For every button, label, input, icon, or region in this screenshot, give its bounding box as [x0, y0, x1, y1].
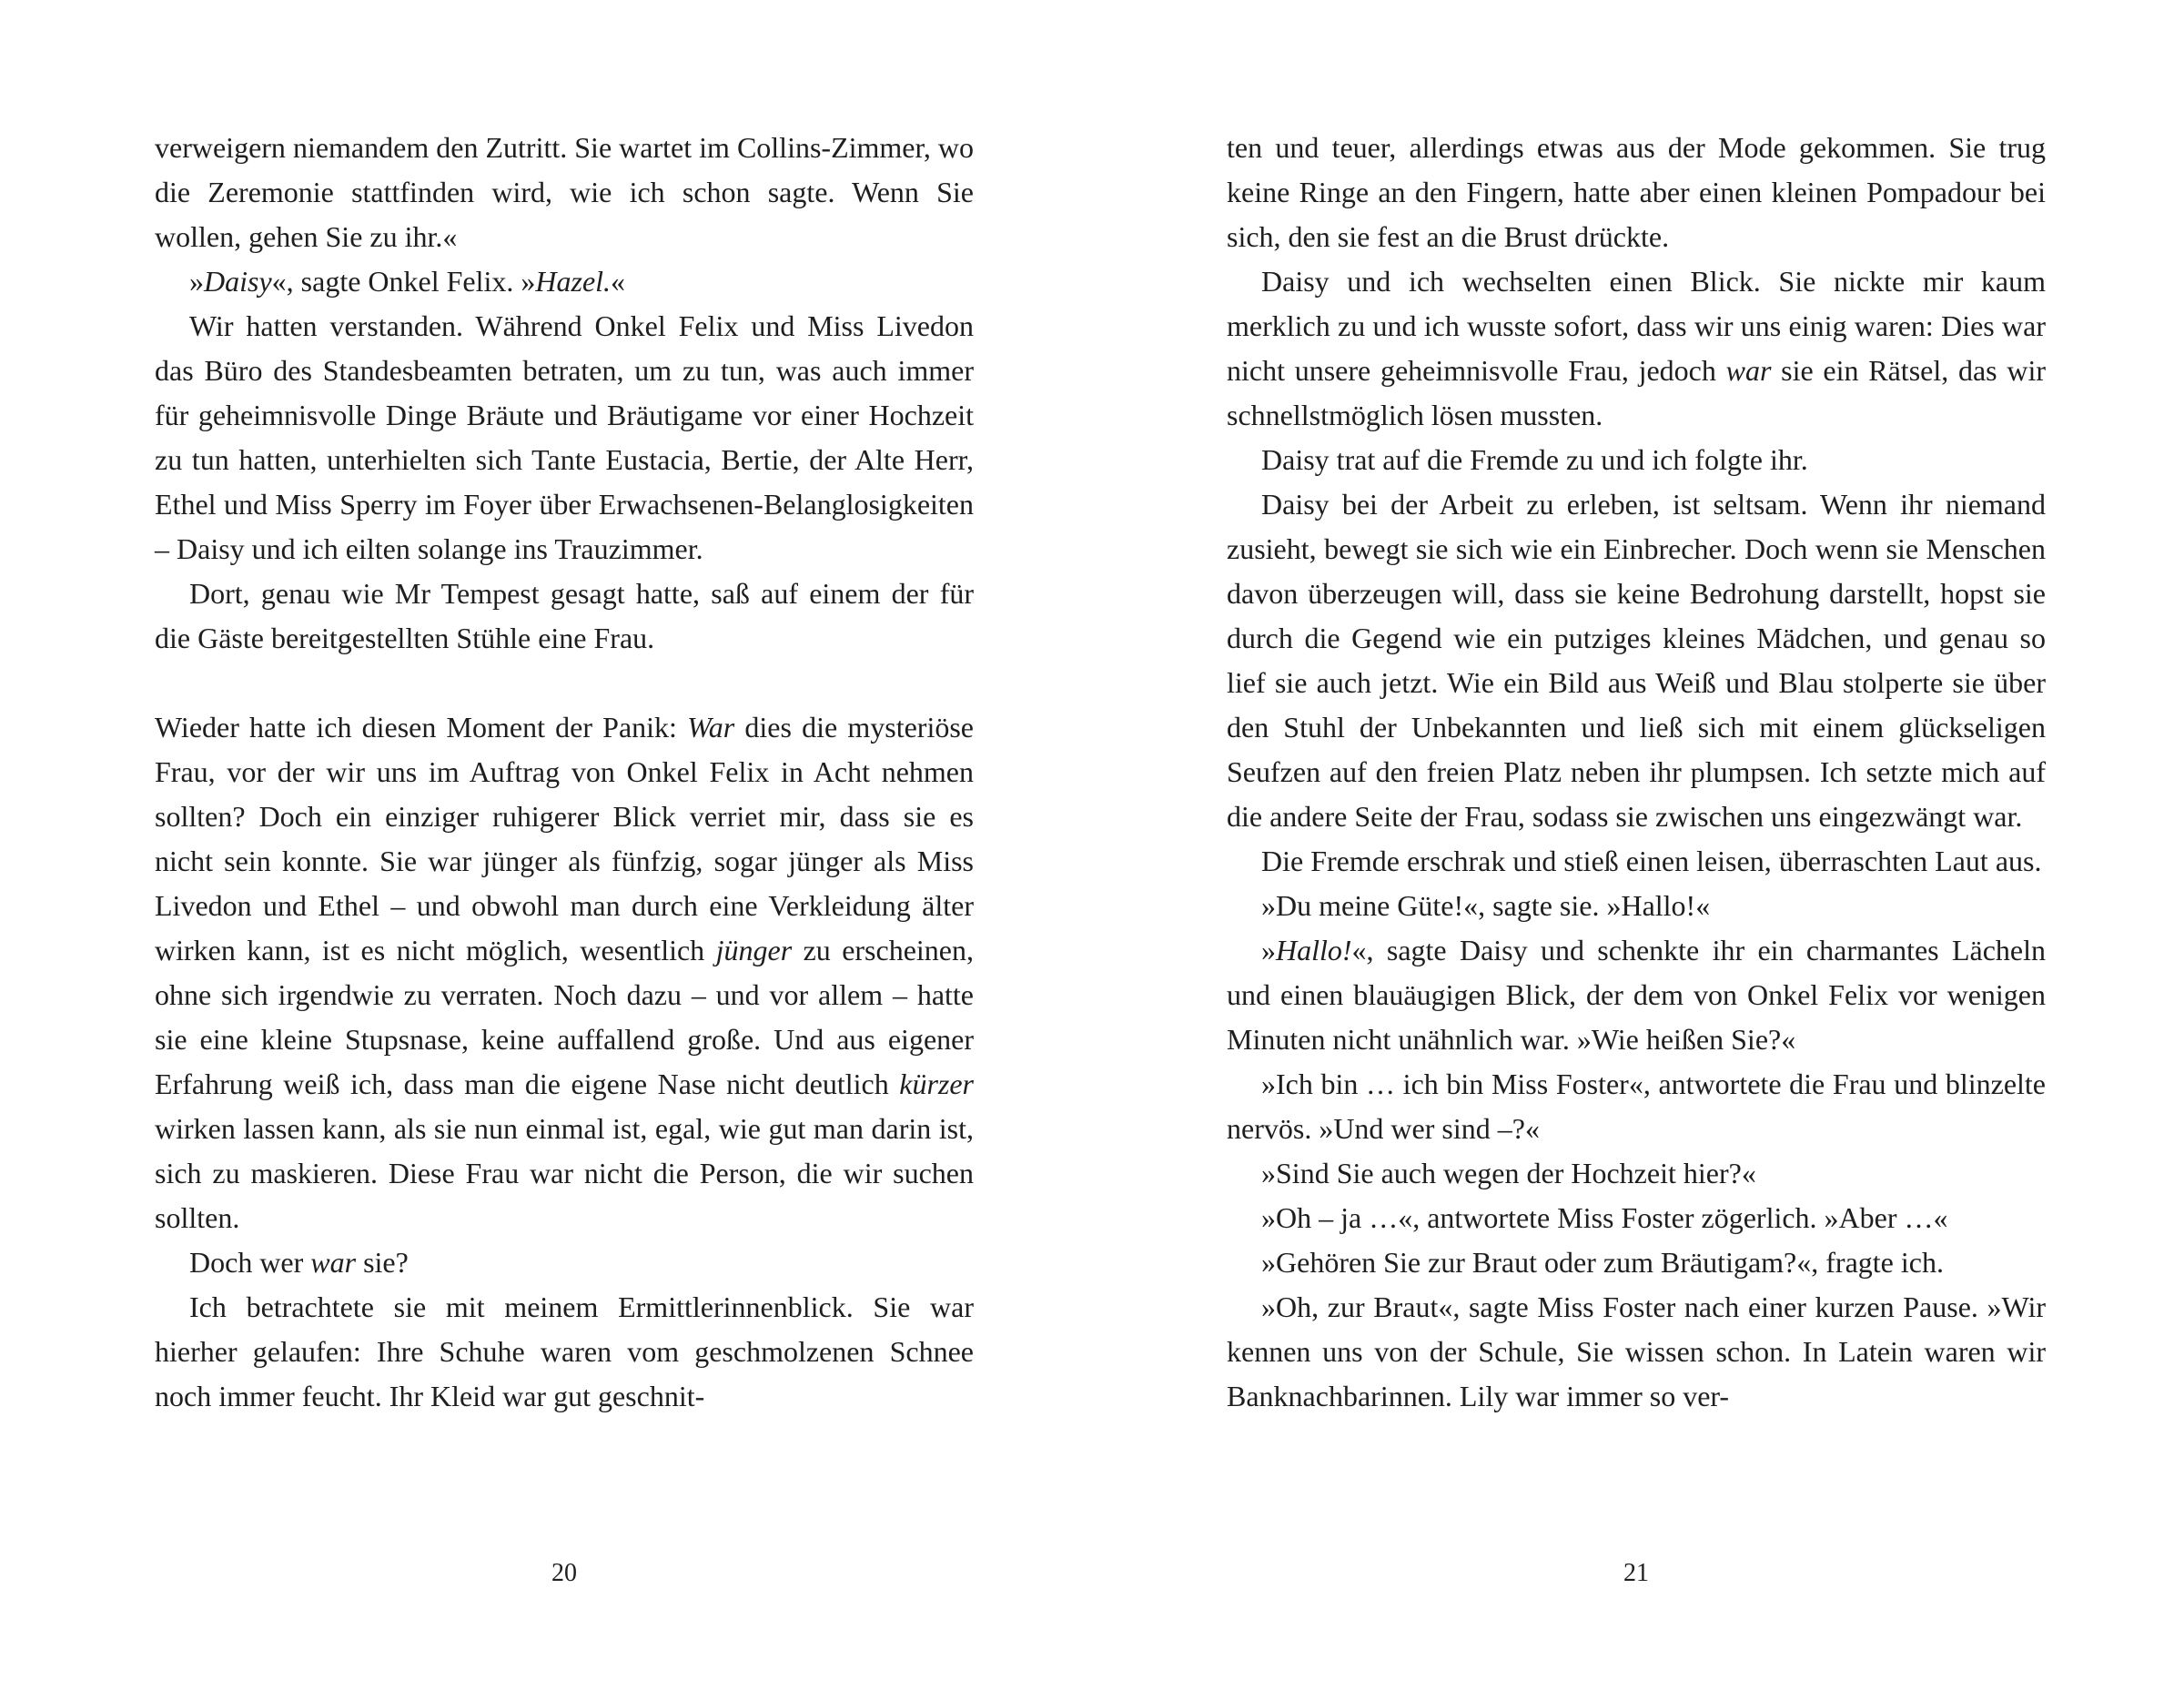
page-right-text — [1227, 126, 2046, 1419]
text-run: »Sind Sie auch wegen der Hochzeit hier?« — [1261, 1157, 1756, 1189]
text-run: « — [611, 265, 626, 298]
italic-text-run: Daisy — [204, 265, 272, 298]
text-run: »Oh, zur Braut«, sagte Miss Foster nach einer kurzen Pause. »Wir kennen uns von der Schule, Sie wissen schon. In Latein waren wir Banknachbarinnen. Lily war immer so ver- — [1227, 1290, 2046, 1412]
italic-text-run: war — [310, 1246, 357, 1279]
text-run: » — [1261, 934, 1276, 966]
page-left — [155, 0, 974, 1700]
text-run: Daisy bei der Arbeit zu erleben, ist seltsam. Wenn ihr niemand zusieht, bewegt sie sich wie ein Einbrecher. Doch wenn sie Menschen davon überzeugen will, dass sie keine Bedrohung darstellt, hopst sie durch die Gegend wie ein putziges kleines Mädchen, und genau so lief sie auch jetzt. Wie ein Bild aus Weiß und Blau stolperte sie über den Stuhl der Unbekannten und ließ sich mit einem glückseligen Seufzen auf den freien Platz neben ihr plumpsen. Ich setzte mich auf die andere Seite der Frau, sodass sie zwischen uns eingezwängt war. — [1227, 488, 2046, 833]
page-right — [1227, 0, 2046, 1700]
paragraph — [155, 304, 974, 572]
paragraph — [1227, 482, 2046, 839]
text-run: verweigern niemandem den Zutritt. Sie wartet im Collins-Zimmer, wo die Zeremonie stattfinden wird, wie ich schon sagte. Wenn Sie wollen, gehen Sie zu ihr.« — [155, 131, 974, 253]
text-run: Die Fremde erschrak und stieß einen leisen, überraschten Laut aus. — [1261, 845, 2042, 877]
page-number-left: 20 — [551, 1559, 577, 1587]
paragraph — [1227, 1196, 2046, 1240]
text-run: ten und teuer, allerdings etwas aus der Mode gekommen. Sie trug keine Ringe an den Fingern, hatte aber einen kleinen Pompadour bei sich, den sie fest an die Brust drückte. — [1227, 131, 2046, 253]
italic-text-run: War — [687, 711, 735, 744]
italic-text-run: Hazel. — [535, 265, 612, 298]
italic-text-run: kürzer — [899, 1068, 974, 1100]
text-run: » — [189, 265, 204, 298]
paragraph — [1227, 438, 2046, 482]
text-run: Wieder hatte ich diesen Moment der Panik: — [155, 711, 688, 744]
italic-text-run: war — [1725, 354, 1772, 387]
paragraph — [1227, 1062, 2046, 1151]
paragraph — [155, 259, 974, 304]
text-run: »Ich bin … ich bin Miss Foster«, antwortete die Frau und blinzelte nervös. »Und wer sind –?« — [1227, 1068, 2046, 1145]
paragraph — [1227, 1285, 2046, 1419]
text-run: »Du meine Güte!«, sagte sie. »Hallo!« — [1261, 889, 1711, 922]
paragraph — [1227, 928, 2046, 1062]
text-run: Ich betrachtete sie mit meinem Ermittlerinnenblick. Sie war hierher gelaufen: Ihre Schuhe waren vom geschmolzenen Schnee noch immer feucht. Ihr Kleid war gut geschnit- — [155, 1290, 974, 1412]
text-run: dies die mysteriöse Frau, vor der wir uns im Auftrag von Onkel Felix in Acht nehmen sollten? Doch ein einziger ruhigerer Blick verriet mir, dass sie es nicht sein konnte. Sie war jünger als fünfzig, sogar jünger als Miss Livedon und Ethel – und obwohl man durch eine Verkleidung älter wirken kann, ist es nicht möglich, wesentlich — [155, 711, 974, 966]
page-number-right: 21 — [1623, 1559, 1649, 1587]
paragraph — [155, 705, 974, 1240]
italic-text-run: jünger — [715, 934, 793, 966]
text-run: Daisy trat auf die Fremde zu und ich folgte ihr. — [1261, 443, 1808, 476]
paragraph — [155, 1285, 974, 1419]
text-run: Daisy und ich wechselten einen Blick. Sie nickte mir kaum merklich zu und ich wusste sofort, dass wir uns einig waren: Dies war nicht unsere geheimnisvolle Frau, jedoch — [1227, 265, 2046, 387]
paragraph — [1227, 839, 2046, 884]
text-run: sie ein Rätsel, das wir schnellstmöglich lösen mussten. — [1227, 354, 2047, 431]
text-run: «, sagte Onkel Felix. » — [271, 265, 536, 298]
paragraph — [1227, 126, 2046, 259]
text-run: sie? — [356, 1246, 409, 1279]
text-run: »Oh – ja …«, antwortete Miss Foster zögerlich. »Aber …« — [1261, 1201, 1948, 1234]
paragraph — [155, 1240, 974, 1285]
paragraph — [155, 572, 974, 661]
paragraph — [1227, 1151, 2046, 1196]
text-run: «, sagte Daisy und schenkte ihr ein charmantes Lächeln und einen blauäugigen Blick, der dem von Onkel Felix vor wenigen Minuten nicht unähnlich war. »Wie heißen Sie?« — [1227, 934, 2046, 1056]
text-run: wirken lassen kann, als sie nun einmal ist, egal, wie gut man darin ist, sich zu maskieren. Diese Frau war nicht die Person, die wir suchen sollten. — [155, 1112, 974, 1234]
paragraph — [155, 126, 974, 259]
paragraph — [1227, 259, 2046, 438]
paragraph — [1227, 884, 2046, 928]
text-run: Doch wer — [189, 1246, 311, 1279]
paragraph — [1227, 1240, 2046, 1285]
text-run: zu erscheinen, ohne sich irgendwie zu verraten. Noch dazu – und vor allem – hatte sie eine kleine Stupsnase, keine auffallend große. Und aus eigener Erfahrung weiß ich, dass man die eigene Nase nicht deutlich — [155, 934, 975, 1100]
text-run: Dort, genau wie Mr Tempest gesagt hatte, saß auf einem der für die Gäste bereitgestellten Stühle eine Frau. — [155, 577, 974, 654]
italic-text-run: Hallo! — [1276, 934, 1352, 966]
text-run: »Gehören Sie zur Braut oder zum Bräutigam?«, fragte ich. — [1261, 1246, 1944, 1279]
text-run: Wir hatten verstanden. Während Onkel Felix und Miss Livedon das Büro des Standesbeamten betraten, um zu tun, was auch immer für geheimnisvolle Dinge Bräute und Bräutigame vor einer Hochzeit zu tun hatten, unterhielten sich Tante Eustacia, Bertie, der Alte Herr, Ethel und Miss Sperry im Foyer über Erwachsenen-Belanglosigkeiten – Daisy und ich eilten solange ins Trauzimmer. — [155, 309, 974, 565]
page-left-text — [155, 126, 974, 1419]
